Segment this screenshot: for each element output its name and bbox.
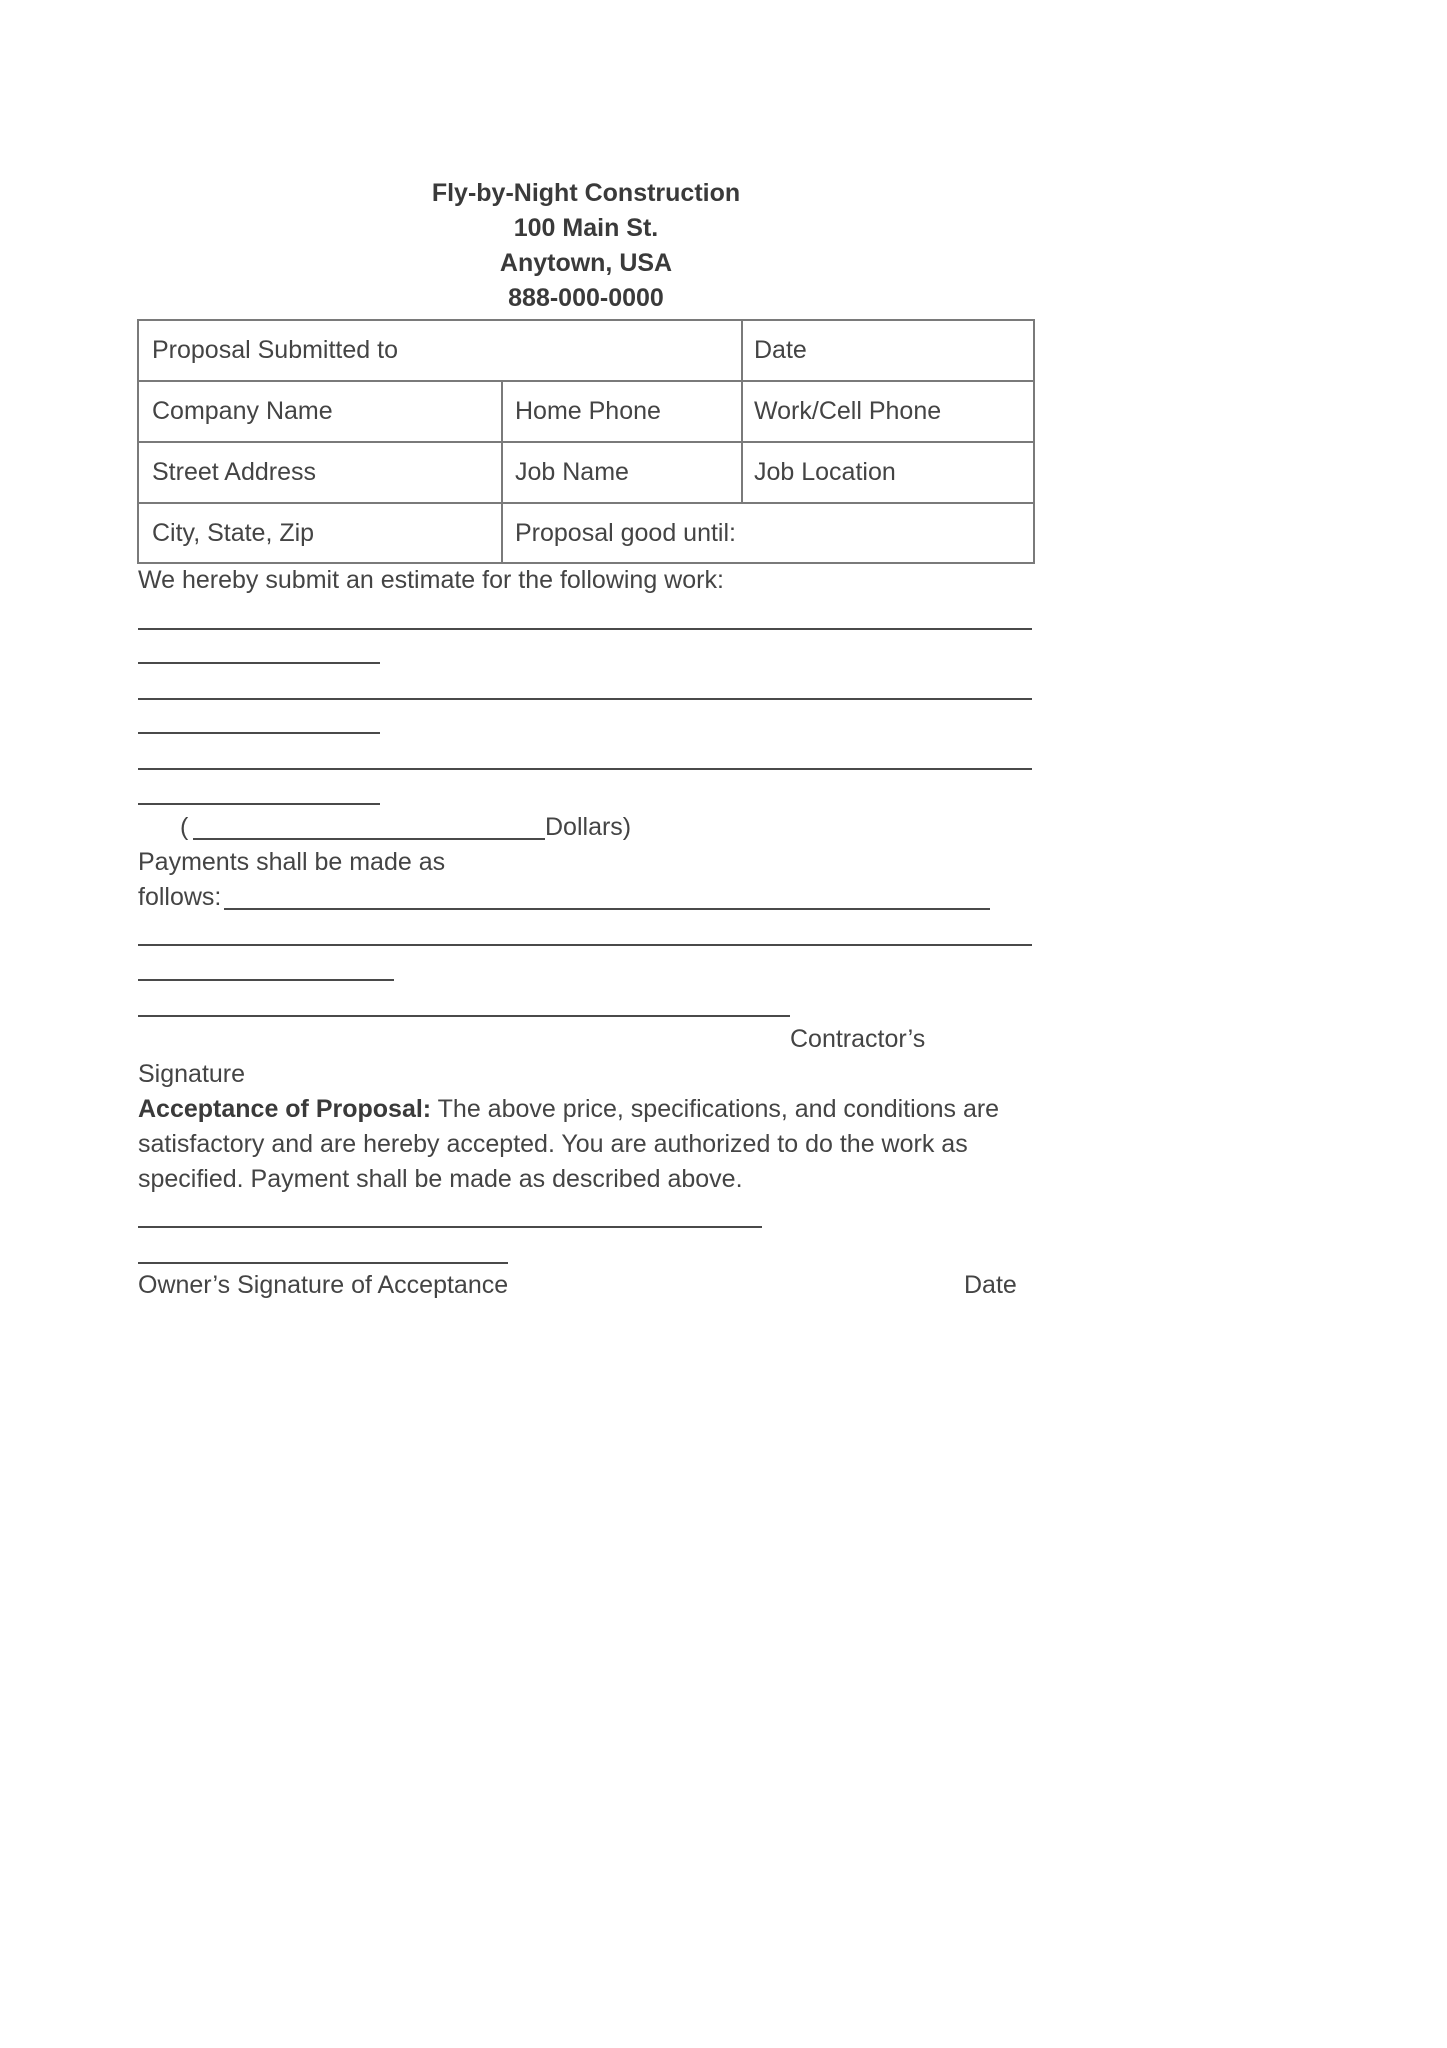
- payments-label-line1: Payments shall be made as: [138, 848, 446, 876]
- acceptance-text-line2: satisfactory and are hereby accepted. You are authorized to do the work as: [138, 1130, 968, 1158]
- work-description-line[interactable]: [138, 732, 380, 734]
- company-city: Anytown, USA: [499, 249, 673, 277]
- contractor-label: Contractor’s: [790, 1025, 926, 1053]
- estimate-intro: We hereby submit an estimate for the following work:: [138, 566, 724, 594]
- work-description-line[interactable]: [138, 768, 1032, 770]
- city-state-zip-field[interactable]: City, State, Zip: [152, 519, 315, 547]
- work-cell-phone-field[interactable]: Work/Cell Phone: [754, 397, 942, 425]
- date-field[interactable]: Date: [754, 336, 807, 364]
- table-row-divider: [139, 502, 1033, 504]
- company-phone: 888-000-0000: [508, 284, 664, 312]
- payments-line[interactable]: [138, 944, 1032, 946]
- dollars-amount-line[interactable]: [193, 838, 545, 840]
- acceptance-text-line3: specified. Payment shall be made as described above.: [138, 1165, 743, 1193]
- company-name-field[interactable]: Company Name: [152, 397, 333, 425]
- work-description-line[interactable]: [138, 662, 380, 664]
- table-column-divider: [501, 380, 503, 564]
- signature-label: Signature: [138, 1060, 246, 1088]
- proposal-good-until-field[interactable]: Proposal good until:: [515, 519, 736, 547]
- acceptance-heading: Acceptance of Proposal:: [138, 1095, 432, 1123]
- dollars-open-paren: (: [180, 813, 189, 841]
- owner-date-line[interactable]: [138, 1262, 508, 1264]
- owner-signature-label: Owner’s Signature of Acceptance: [138, 1271, 509, 1299]
- acceptance-line1: [138, 1097, 999, 1122]
- payments-label-line2: follows:: [138, 883, 222, 911]
- payments-line[interactable]: [138, 979, 394, 981]
- client-info-table: [137, 319, 1035, 564]
- home-phone-field[interactable]: Home Phone: [515, 397, 661, 425]
- work-description-line[interactable]: [138, 628, 1032, 630]
- table-row-divider: [139, 441, 1033, 443]
- job-name-field[interactable]: Job Name: [515, 458, 629, 486]
- payments-line[interactable]: [224, 908, 990, 910]
- company-street: 100 Main St.: [513, 214, 659, 242]
- work-description-line[interactable]: [138, 803, 380, 805]
- proposal-submitted-to-field[interactable]: Proposal Submitted to: [152, 336, 398, 364]
- table-row-divider: [139, 380, 1033, 382]
- owner-signature-line[interactable]: [138, 1226, 762, 1228]
- job-location-field[interactable]: Job Location: [754, 458, 896, 486]
- dollars-label: Dollars): [545, 813, 632, 841]
- company-name: Fly-by-Night Construction: [431, 179, 741, 207]
- acceptance-text-line1: The above price, specifications, and conditions are: [437, 1095, 1000, 1123]
- contractor-signature-line[interactable]: [138, 1015, 790, 1017]
- street-address-field[interactable]: Street Address: [152, 458, 316, 486]
- table-column-divider: [741, 321, 743, 502]
- owner-date-label: Date: [964, 1271, 1017, 1299]
- work-description-line[interactable]: [138, 698, 1032, 700]
